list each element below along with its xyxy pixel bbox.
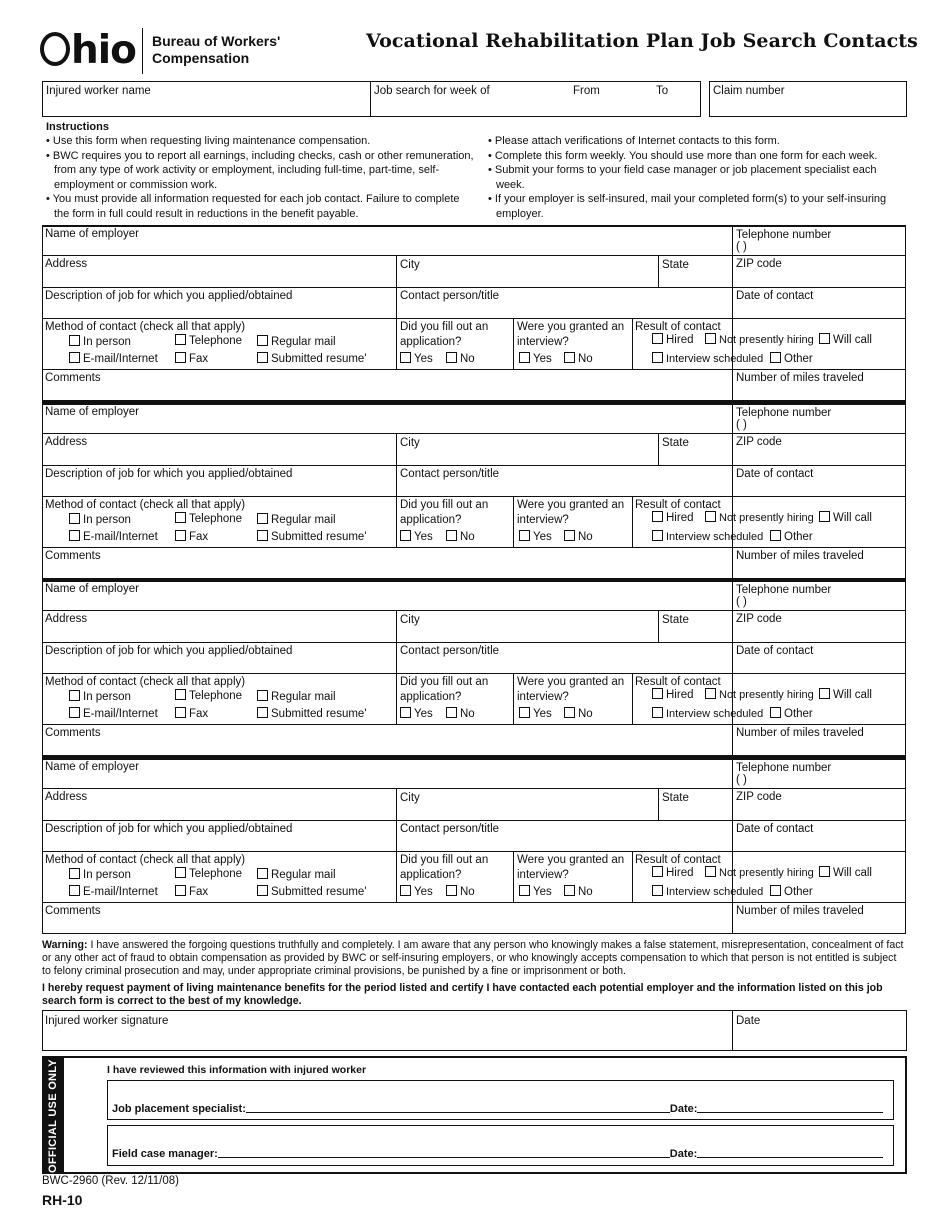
interview-yes[interactable]: Yes: [519, 352, 552, 366]
application-question-2: application?: [400, 336, 462, 348]
checkbox[interactable]: [770, 352, 781, 363]
certification-statement: I hereby request payment of living maintenance benefits for the period listed and certify I have contacted each potential employer and the information listed on this job search form is correct to the best of my knowledge.: [42, 982, 883, 1007]
address-label: Address: [45, 791, 88, 803]
email-option[interactable]: E-mail/Internet: [69, 885, 158, 899]
checkbox[interactable]: [446, 530, 457, 541]
state-label: State: [662, 792, 689, 804]
in-person-option[interactable]: In person: [69, 868, 131, 882]
instruction-item: • Submit your forms to your field case manager or job placement specialist each week.: [488, 163, 906, 192]
application-yes[interactable]: Yes: [400, 707, 433, 721]
application-question-2: application?: [400, 691, 462, 703]
employer-name-label: Name of employer: [45, 228, 139, 240]
official-use-tab: OFFICIAL USE ONLY: [42, 1058, 64, 1173]
logo-divider: [142, 28, 143, 74]
submitted-resume-option[interactable]: Submitted resume': [257, 530, 367, 544]
job-contact-section-4: [42, 758, 906, 934]
fax-option[interactable]: Fax: [175, 352, 208, 366]
checkbox[interactable]: [69, 335, 80, 346]
application-question-2: application?: [400, 514, 462, 526]
will-call-option[interactable]: Will call: [819, 688, 872, 702]
checkbox[interactable]: [175, 352, 186, 363]
checkbox[interactable]: [564, 530, 575, 541]
checkbox[interactable]: [652, 688, 663, 699]
application-yes[interactable]: Yes: [400, 530, 433, 544]
contact-person-label: Contact person/title: [400, 823, 500, 835]
fax-option[interactable]: Fax: [175, 885, 208, 899]
checkbox[interactable]: [400, 885, 411, 896]
address-label: Address: [45, 613, 88, 625]
job-contact-section-3: [42, 580, 906, 756]
application-no[interactable]: No: [446, 352, 475, 366]
checkbox[interactable]: [519, 530, 530, 541]
checkbox[interactable]: [257, 868, 268, 879]
comments-label: Comments: [45, 905, 101, 917]
field-case-manager-underline[interactable]: [218, 1147, 670, 1158]
other-option[interactable]: Other: [770, 352, 813, 366]
checkbox[interactable]: [175, 867, 186, 878]
in-person-option[interactable]: In person: [69, 513, 131, 527]
interview-yes[interactable]: Yes: [519, 707, 552, 721]
job-placement-box: [107, 1080, 894, 1120]
checkbox[interactable]: [652, 333, 663, 344]
interview-scheduled-option[interactable]: Interview scheduled: [652, 707, 763, 721]
to-label: To: [656, 85, 669, 97]
will-call-option[interactable]: Will call: [819, 511, 872, 525]
interview-no[interactable]: No: [564, 707, 593, 721]
checkbox[interactable]: [175, 707, 186, 718]
form-number: BWC-2960 (Rev. 12/11/08): [42, 1175, 179, 1187]
state-label: State: [662, 437, 689, 449]
checkbox[interactable]: [519, 885, 530, 896]
telephone-option[interactable]: Telephone: [175, 867, 242, 881]
checkbox[interactable]: [400, 352, 411, 363]
checkbox[interactable]: [69, 885, 80, 896]
worker-signature-field[interactable]: [42, 1010, 907, 1051]
regular-mail-option[interactable]: Regular mail: [257, 513, 336, 527]
job-search-week-field[interactable]: [370, 81, 701, 117]
interview-question: Were you granted an: [517, 676, 625, 688]
submitted-resume-option[interactable]: Submitted resume': [257, 885, 367, 899]
application-question: Did you fill out an: [400, 499, 489, 511]
checkbox[interactable]: [69, 690, 80, 701]
employer-name-label: Name of employer: [45, 761, 139, 773]
phone-area-code: ( ): [736, 241, 747, 253]
application-question: Did you fill out an: [400, 676, 489, 688]
result-label: Result of contact: [635, 321, 721, 333]
fax-option[interactable]: Fax: [175, 707, 208, 721]
miles-label: Number of miles traveled: [736, 372, 864, 384]
worker-name-label: Injured worker name: [46, 85, 151, 97]
in-person-option[interactable]: In person: [69, 690, 131, 704]
checkbox[interactable]: [446, 707, 457, 718]
method-label: Method of contact (check all that apply): [45, 499, 246, 511]
checkbox[interactable]: [69, 513, 80, 524]
instruction-item: • You must provide all information requested for each job contact. Failure to complete the form in full could result in reductions in the benefit payable.: [46, 192, 476, 221]
submitted-resume-option[interactable]: Submitted resume': [257, 352, 367, 366]
interview-question: Were you granted an: [517, 499, 625, 511]
telephone-label: Telephone number: [736, 762, 832, 774]
will-call-option[interactable]: Will call: [819, 866, 872, 880]
checkbox[interactable]: [705, 511, 716, 522]
checkbox[interactable]: [175, 689, 186, 700]
instructions-left-list: [46, 134, 476, 221]
other-option[interactable]: Other: [770, 707, 813, 721]
zip-label: ZIP code: [736, 258, 782, 270]
form-title: Vocational Rehabilitation Plan Job Search Contacts: [366, 30, 918, 52]
date-of-contact-label: Date of contact: [736, 823, 814, 835]
checkbox[interactable]: [400, 530, 411, 541]
signature-label: Injured worker signature: [45, 1015, 169, 1027]
regular-mail-option[interactable]: Regular mail: [257, 868, 336, 882]
contact-person-label: Contact person/title: [400, 645, 500, 657]
miles-label: Number of miles traveled: [736, 727, 864, 739]
reviewed-statement: I have reviewed this information with injured worker: [107, 1064, 367, 1076]
phone-area-code: ( ): [736, 596, 747, 608]
not-hiring-option[interactable]: Not presently hiring: [705, 688, 814, 702]
interview-question-2: interview?: [517, 691, 569, 703]
miles-label: Number of miles traveled: [736, 905, 864, 917]
form-code: RH-10: [42, 1192, 83, 1208]
checkbox[interactable]: [652, 530, 663, 541]
date-of-contact-label: Date of contact: [736, 290, 814, 302]
interview-no[interactable]: No: [564, 352, 593, 366]
interview-question: Were you granted an: [517, 321, 625, 333]
hired-option[interactable]: Hired: [652, 511, 693, 525]
checkbox[interactable]: [175, 512, 186, 523]
checkbox[interactable]: [770, 530, 781, 541]
address-label: Address: [45, 436, 88, 448]
job-description-label: Description of job for which you applied/obtained: [45, 645, 293, 657]
checkbox[interactable]: [257, 513, 268, 524]
comments-label: Comments: [45, 727, 101, 739]
job-placement-line[interactable]: Job placement specialist: Date:: [112, 1102, 883, 1115]
instruction-item: • BWC requires you to report all earnings, including checks, cash or other remuneration, from any type of work activity or employment, including full-time, part-time, self-employment or commission work.: [46, 149, 476, 193]
checkbox[interactable]: [819, 333, 830, 344]
application-yes[interactable]: Yes: [400, 885, 433, 899]
not-hiring-option[interactable]: Not presently hiring: [705, 866, 814, 880]
job-description-label: Description of job for which you applied/obtained: [45, 823, 293, 835]
application-question-2: application?: [400, 869, 462, 881]
checkbox[interactable]: [705, 333, 716, 344]
interview-no[interactable]: No: [564, 530, 593, 544]
regular-mail-option[interactable]: Regular mail: [257, 335, 336, 349]
job-search-week-label: Job search for week of: [374, 85, 490, 97]
telephone-option[interactable]: Telephone: [175, 334, 242, 348]
method-label: Method of contact (check all that apply): [45, 321, 246, 333]
checkbox[interactable]: [652, 707, 663, 718]
phone-area-code: ( ): [736, 419, 747, 431]
submitted-resume-option[interactable]: Submitted resume': [257, 707, 367, 721]
worker-name-field[interactable]: [42, 81, 371, 117]
instruction-item: • If your employer is self-insured, mail your completed form(s) to your self-insuring employer.: [488, 192, 906, 221]
interview-no[interactable]: No: [564, 885, 593, 899]
instructions: [46, 120, 906, 224]
checkbox[interactable]: [257, 352, 268, 363]
other-option[interactable]: Other: [770, 530, 813, 544]
comments-label: Comments: [45, 550, 101, 562]
in-person-option[interactable]: In person: [69, 335, 131, 349]
ohio-bwc-logo: [40, 28, 320, 74]
interview-scheduled-option[interactable]: Interview scheduled: [652, 530, 763, 544]
city-label: City: [400, 437, 420, 449]
checkbox[interactable]: [819, 866, 830, 877]
checkbox[interactable]: [257, 335, 268, 346]
checkbox[interactable]: [257, 885, 268, 896]
telephone-option[interactable]: Telephone: [175, 512, 242, 526]
zip-label: ZIP code: [736, 791, 782, 803]
instruction-item: • Complete this form weekly. You should use more than one form for each week.: [488, 149, 906, 164]
not-hiring-option[interactable]: Not presently hiring: [705, 511, 814, 525]
field-case-manager-box: [107, 1125, 894, 1166]
interview-scheduled-option[interactable]: Interview scheduled: [652, 352, 763, 366]
ohio-o-circle: [40, 32, 70, 66]
job-placement-underline[interactable]: [246, 1102, 670, 1113]
application-yes[interactable]: Yes: [400, 352, 433, 366]
instructions-right-list: [488, 134, 906, 221]
agency-name: Bureau of Workers' Compensation: [152, 33, 281, 66]
city-label: City: [400, 614, 420, 626]
claim-number-field[interactable]: [709, 81, 907, 117]
email-option[interactable]: E-mail/Internet: [69, 530, 158, 544]
checkbox[interactable]: [519, 352, 530, 363]
hired-option[interactable]: Hired: [652, 333, 693, 347]
checkbox[interactable]: [257, 690, 268, 701]
hired-option[interactable]: Hired: [652, 866, 693, 880]
city-label: City: [400, 792, 420, 804]
checkbox[interactable]: [819, 511, 830, 522]
checkbox[interactable]: [175, 885, 186, 896]
comments-label: Comments: [45, 372, 101, 384]
checkbox[interactable]: [770, 885, 781, 896]
checkbox[interactable]: [564, 352, 575, 363]
checkbox[interactable]: [652, 511, 663, 522]
interview-question: Were you granted an: [517, 854, 625, 866]
checkbox[interactable]: [652, 866, 663, 877]
instruction-item: • Use this form when requesting living maintenance compensation.: [46, 134, 476, 149]
job-contact-section-1: [42, 225, 906, 401]
job-description-label: Description of job for which you applied/obtained: [45, 468, 293, 480]
telephone-label: Telephone number: [736, 584, 832, 596]
state-label: State: [662, 614, 689, 626]
result-label: Result of contact: [635, 854, 721, 866]
hired-option[interactable]: Hired: [652, 688, 693, 702]
regular-mail-option[interactable]: Regular mail: [257, 690, 336, 704]
email-option[interactable]: E-mail/Internet: [69, 707, 158, 721]
instructions-heading: Instructions: [46, 121, 109, 133]
email-option[interactable]: E-mail/Internet: [69, 352, 158, 366]
checkbox[interactable]: [69, 530, 80, 541]
ohio-wordmark: hio: [40, 28, 136, 74]
fax-option[interactable]: Fax: [175, 530, 208, 544]
interview-question-2: interview?: [517, 514, 569, 526]
checkbox[interactable]: [652, 885, 663, 896]
interview-yes[interactable]: Yes: [519, 885, 552, 899]
checkbox[interactable]: [519, 707, 530, 718]
telephone-label: Telephone number: [736, 407, 832, 419]
checkbox[interactable]: [69, 707, 80, 718]
interview-question-2: interview?: [517, 336, 569, 348]
checkbox[interactable]: [69, 868, 80, 879]
other-option[interactable]: Other: [770, 885, 813, 899]
interview-yes[interactable]: Yes: [519, 530, 552, 544]
result-label: Result of contact: [635, 676, 721, 688]
telephone-label: Telephone number: [736, 229, 832, 241]
employer-name-label: Name of employer: [45, 583, 139, 595]
job-placement-date-underline[interactable]: [697, 1102, 883, 1113]
checkbox[interactable]: [770, 707, 781, 718]
application-question: Did you fill out an: [400, 321, 489, 333]
claim-number-label: Claim number: [713, 85, 785, 97]
contact-person-label: Contact person/title: [400, 290, 500, 302]
field-case-manager-line[interactable]: Field case manager: Date:: [112, 1147, 883, 1160]
date-of-contact-label: Date of contact: [736, 645, 814, 657]
zip-label: ZIP code: [736, 436, 782, 448]
employer-name-label: Name of employer: [45, 406, 139, 418]
method-label: Method of contact (check all that apply): [45, 676, 246, 688]
job-contact-section-2: [42, 403, 906, 579]
checkbox[interactable]: [446, 352, 457, 363]
address-label: Address: [45, 258, 88, 270]
signature-date-label: Date: [736, 1015, 761, 1027]
warning-statement: Warning: I have answered the forgoing questions truthfully and completely. I am aware that any person who knowingly makes a false statement, misrepresentation, concealment of fact or any other act of fraud to obtain compensation as provided by BWC or self-insuring employers, or who knowingly accepts compensation to which that person is not entitled is subject to felony criminal prosecution and may, under appropriate criminal provisions, be punished by a fine or imprisonment or both.: [42, 939, 904, 977]
application-question: Did you fill out an: [400, 854, 489, 866]
miles-label: Number of miles traveled: [736, 550, 864, 562]
checkbox[interactable]: [819, 688, 830, 699]
checkbox[interactable]: [446, 885, 457, 896]
checkbox[interactable]: [705, 866, 716, 877]
application-no[interactable]: No: [446, 885, 475, 899]
interview-question-2: interview?: [517, 869, 569, 881]
checkbox[interactable]: [175, 530, 186, 541]
date-of-contact-label: Date of contact: [736, 468, 814, 480]
zip-label: ZIP code: [736, 613, 782, 625]
checkbox[interactable]: [69, 352, 80, 363]
from-label: From: [573, 85, 600, 97]
city-label: City: [400, 259, 420, 271]
interview-scheduled-option[interactable]: Interview scheduled: [652, 885, 763, 899]
result-label: Result of contact: [635, 499, 721, 511]
will-call-option[interactable]: Will call: [819, 333, 872, 347]
field-case-manager-date-underline[interactable]: [697, 1147, 883, 1158]
checkbox[interactable]: [564, 707, 575, 718]
telephone-option[interactable]: Telephone: [175, 689, 242, 703]
not-hiring-option[interactable]: Not presently hiring: [705, 333, 814, 347]
checkbox[interactable]: [564, 885, 575, 896]
application-no[interactable]: No: [446, 530, 475, 544]
method-label: Method of contact (check all that apply): [45, 854, 246, 866]
state-label: State: [662, 259, 689, 271]
application-no[interactable]: No: [446, 707, 475, 721]
checkbox[interactable]: [257, 707, 268, 718]
job-description-label: Description of job for which you applied/obtained: [45, 290, 293, 302]
checkbox[interactable]: [652, 352, 663, 363]
checkbox[interactable]: [400, 707, 411, 718]
checkbox[interactable]: [705, 688, 716, 699]
instruction-item: • Please attach verifications of Internet contacts to this form.: [488, 134, 906, 149]
checkbox[interactable]: [175, 334, 186, 345]
phone-area-code: ( ): [736, 774, 747, 786]
contact-person-label: Contact person/title: [400, 468, 500, 480]
checkbox[interactable]: [257, 530, 268, 541]
